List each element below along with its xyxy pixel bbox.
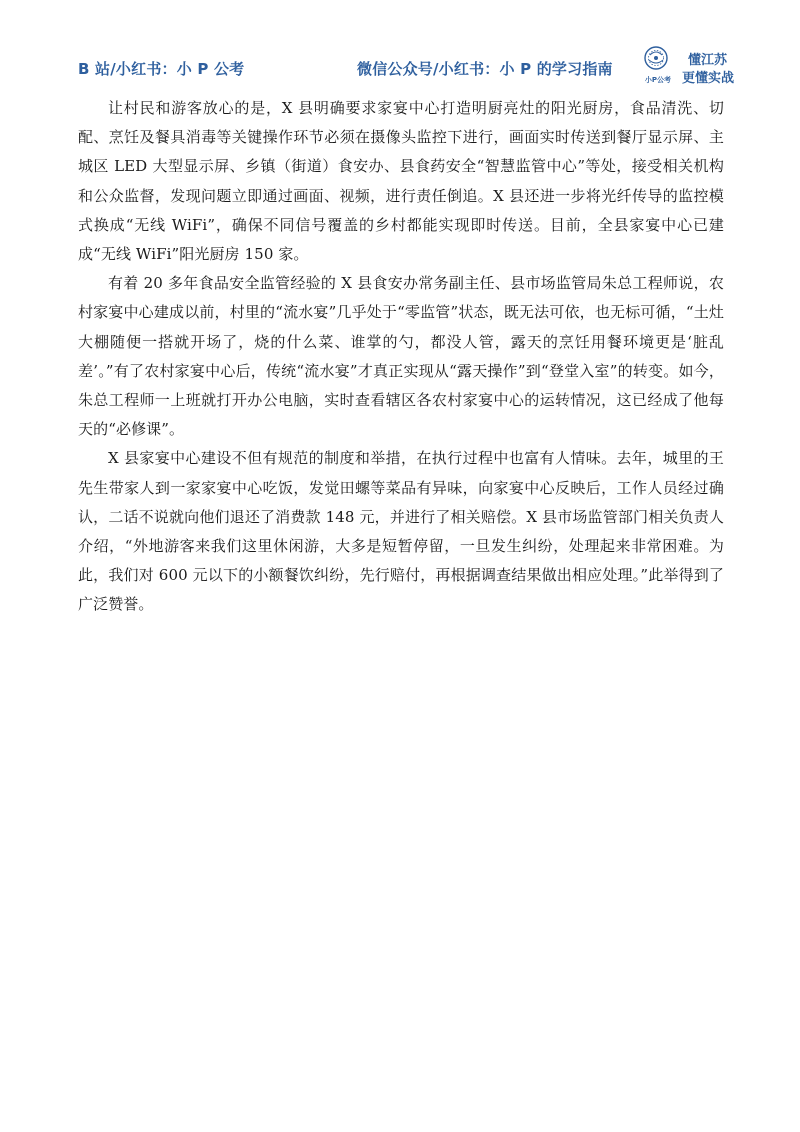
- header-left-text: B 站/小红书：小 P 公考: [78, 60, 245, 78]
- slogan-line-2: 更懂实战: [682, 71, 735, 86]
- article-body: [78, 94, 724, 620]
- paragraph-2: 有着 20 多年食品安全监管经验的 X 县食安办常务副主任、县市场监管局朱总工程师说，农村家宴中心建成以前，村里的“流水宴”几乎处于“零监管”状态，既无法可依，也无标可循，“土灶大棚随便一搭就开场了，烧的什么菜、谁掌的勺，都没人管，露天的烹饪用餐环境更是‘脏乱差’。”有了农村家宴中心后，传统“流水宴”才真正实现从“露天操作”到“登堂入室”的转变。如今，朱总工程师一上班就打开办公电脑，实时查看辖区各农村家宴中心的运转情况，这已经成了他每天的“必修课”。: [78, 274, 724, 439]
- slogan: [682, 52, 744, 88]
- logo-icon: [636, 44, 676, 76]
- page-header: [0, 0, 800, 92]
- logo-label: 小P公考: [644, 76, 672, 84]
- paragraph-3: X 县家宴中心建设不但有规范的制度和举措，在执行过程中也富有人情味。去年，城里的王先生带家人到一家家宴中心吃饭，发觉田螺等菜品有异味，向家宴中心反映后，工作人员经过确认，二话不说就向他们退还了消费款 148 元，并进行了相关赔偿。X 县市场监管部门相关负责人介绍，“外地游客来我们这里休闲游，大多是短暂停留，一旦发生纠纷，处理起来非常困难。为此，我们对 600 元以下的小额餐饮纠纷，先行赔付，再根据调查结果做出相应处理。”此举得到了广泛赞誉。: [78, 449, 724, 614]
- slogan-line-1: 懂江苏: [688, 53, 728, 68]
- paragraph-1: 让村民和游客放心的是，X 县明确要求家宴中心打造明厨亮灶的阳光厨房，食品清洗、切配、烹饪及餐具消毒等关键操作环节必须在摄像头监控下进行，画面实时传送到餐厅显示屏、主城区 LED 大型显示屏、乡镇（街道）食安办、县食药安全“智慧监管中心”等处，接受相关机构和公众监督，发现问题立即通过画面、视频，进行责任倒追。X 县还进一步将光纤传导的监控模式换成“无线 WiFi”，确保不同信号覆盖的乡村都能实现即时传送。目前，全县家宴中心已建成“无线 WiFi”阳光厨房 150 家。: [78, 99, 724, 264]
- logo: [636, 44, 676, 90]
- header-right-text: 微信公众号/小红书：小 P 的学习指南: [357, 60, 613, 78]
